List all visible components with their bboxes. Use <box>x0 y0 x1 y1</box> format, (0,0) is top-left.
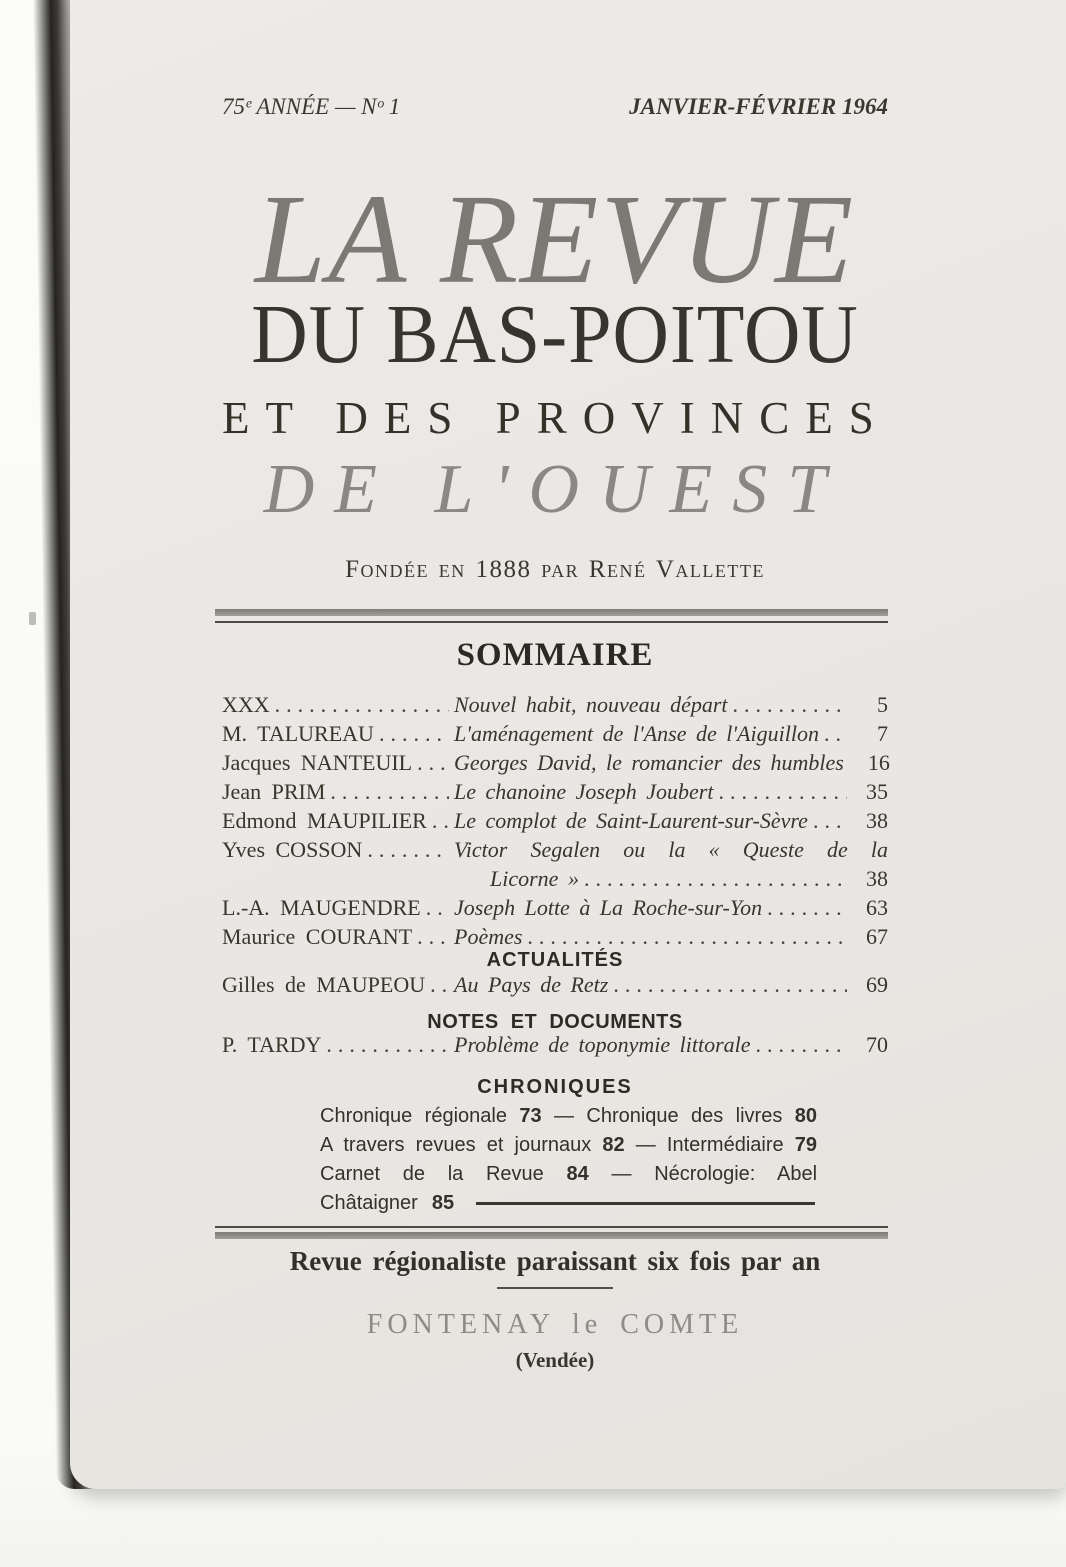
toc-row <box>222 777 888 806</box>
chronique-label: Chronique régionale <box>320 1105 507 1127</box>
toc-page-number: 35 <box>866 779 888 804</box>
chronique-label: Carnet de la Revue <box>320 1163 544 1185</box>
dot-leader <box>767 893 847 922</box>
chronique-label: A travers revues et journaux <box>320 1134 592 1156</box>
magazine-title-line4: DE L'OUEST <box>263 451 847 528</box>
toc-row <box>222 719 888 748</box>
toc-author-cell <box>222 748 454 777</box>
cover-content <box>222 0 888 1489</box>
chronique-page-number: 85 <box>431 1192 455 1214</box>
dot-leader <box>432 806 449 835</box>
toc-page-number: 38 <box>866 866 888 891</box>
chronique-line <box>320 1102 817 1131</box>
toc-author-name: L.-A. MAUGENDRE <box>222 895 421 920</box>
double-rule-bottom-thin <box>215 1226 888 1228</box>
toc-page-number: 67 <box>866 924 888 949</box>
chronique-line <box>320 1160 817 1189</box>
chronique-label: Abel <box>776 1163 818 1185</box>
toc-page-number: 69 <box>866 972 888 997</box>
toc-page-number: 63 <box>866 895 888 920</box>
dot-leader <box>367 835 449 864</box>
toc-row <box>222 748 888 777</box>
chronique-label: — <box>611 1163 632 1185</box>
toc-row <box>222 893 888 922</box>
dot-leader <box>756 1030 847 1059</box>
toc-title: Le chanoine Joseph Joubert <box>454 779 714 804</box>
dot-leader <box>379 719 449 748</box>
toc-author-name: Jean PRIM <box>222 779 326 804</box>
toc-row <box>222 922 888 951</box>
chronique-line <box>320 1131 817 1160</box>
toc-author-name: Edmond MAUPILIER <box>222 808 427 833</box>
scan-artifact <box>29 612 36 625</box>
chronique-trailing-rule <box>476 1202 815 1205</box>
dot-leader <box>330 777 449 806</box>
section-heading-chroniques: CHRONIQUES <box>477 1076 633 1098</box>
journal-cover-page <box>70 0 1066 1489</box>
toc-title: Nouvel habit, nouveau départ <box>454 692 728 717</box>
toc-title: Au Pays de Retz <box>454 972 609 997</box>
dot-leader <box>426 893 449 922</box>
toc-title: Problème de toponymie littorale <box>454 1032 751 1057</box>
toc-author-cell <box>222 835 454 864</box>
toc-author-cell <box>222 970 454 999</box>
section-heading-notes-documents: NOTES ET DOCUMENTS <box>427 1011 683 1033</box>
toc-author-cell <box>222 893 454 922</box>
chronique-page-number: 84 <box>566 1163 589 1185</box>
toc-title-line1: Victor Segalen ou la « Queste de la <box>454 837 888 862</box>
toc-page-number: 38 <box>866 808 888 833</box>
double-rule-bottom-thick <box>215 1232 888 1239</box>
toc-title: Poèmes <box>454 924 523 949</box>
dot-leader <box>417 748 449 777</box>
dot-leader <box>430 970 449 999</box>
notes-documents-entries <box>222 1030 888 1059</box>
toc-page-number: 5 <box>877 692 888 717</box>
dot-leader <box>527 922 847 951</box>
toc-row <box>222 970 888 999</box>
toc-author-cell <box>222 777 454 806</box>
toc-row <box>222 690 888 719</box>
section-heading-actualites: ACTUALITÉS <box>486 949 624 971</box>
chroniques-block <box>320 1102 817 1218</box>
chronique-page-number: 73 <box>519 1105 542 1127</box>
dot-leader <box>275 690 449 719</box>
toc-author-name: Maurice COURANT <box>222 924 413 949</box>
chronique-label: Châtaigner <box>320 1192 418 1214</box>
toc-author-name: P. TARDY <box>222 1032 322 1057</box>
chronique-page-number: 80 <box>794 1105 817 1127</box>
issue-number: 75ᵉ ANNÉE — Nᵒ 1 <box>222 94 401 119</box>
chronique-label: Intermédiaire <box>666 1134 784 1156</box>
double-rule-top-thick <box>215 609 888 616</box>
toc-author-cell <box>222 922 454 951</box>
actualites-entries <box>222 970 888 999</box>
toc-author-name: XXX <box>222 692 270 717</box>
double-rule-top-thin <box>215 621 888 623</box>
founded-line: Fondée en 1888 par René Vallette <box>345 556 765 583</box>
dot-leader <box>718 777 847 806</box>
chronique-page-number: 79 <box>794 1134 817 1156</box>
tagline: Revue régionaliste paraissant six fois par an <box>289 1246 821 1276</box>
toc-row <box>222 835 888 893</box>
dot-leader <box>584 864 847 893</box>
toc-title-block <box>454 835 888 893</box>
toc-page-number: 70 <box>866 1032 888 1057</box>
toc-title: L'aménagement de l'Anse de l'Aiguillon <box>454 721 819 746</box>
toc-author-cell <box>222 719 454 748</box>
chronique-label: — <box>635 1134 656 1156</box>
chronique-line <box>320 1189 817 1218</box>
chronique-label: Chronique des livres <box>586 1105 783 1127</box>
toc-row <box>222 806 888 835</box>
toc-author-name: Gilles de MAUPEOU <box>222 972 426 997</box>
toc-page-number: 7 <box>877 721 888 746</box>
magazine-title-line2: DU BAS-POITOU <box>251 288 859 381</box>
toc-title: Georges David, le romancier des humbles <box>454 750 844 775</box>
magazine-title-line3: ET DES PROVINCES <box>222 393 890 443</box>
toc-title: Joseph Lotte à La Roche-sur-Yon <box>454 895 763 920</box>
toc-author-cell <box>222 690 454 719</box>
toc-title-line2 <box>454 864 888 893</box>
indent <box>454 864 490 893</box>
dot-leader <box>613 970 847 999</box>
tagline-rule <box>497 1287 613 1289</box>
issue-date: JANVIER-FÉVRIER 1964 <box>629 94 888 119</box>
table-of-contents <box>222 690 888 951</box>
publication-city: FONTENAY le COMTE <box>366 1309 744 1340</box>
publication-department: (Vendée) <box>515 1348 595 1372</box>
dot-leader <box>813 806 847 835</box>
toc-row <box>222 1030 888 1059</box>
chronique-label: Nécrologie: <box>654 1163 756 1185</box>
issue-header <box>222 94 888 120</box>
dot-leader <box>733 690 847 719</box>
toc-author-name: Yves COSSON <box>222 837 363 862</box>
toc-author-cell <box>222 1030 454 1059</box>
chronique-page-number: 82 <box>602 1134 625 1156</box>
dot-leader <box>326 1030 449 1059</box>
toc-author-name: Jacques NANTEUIL <box>222 750 413 775</box>
dot-leader <box>417 922 449 951</box>
sommaire-heading: SOMMAIRE <box>456 637 654 673</box>
toc-title: Le complot de Saint-Laurent-sur-Sèvre <box>454 808 808 833</box>
toc-author-cell <box>222 806 454 835</box>
toc-title: Licorne » <box>490 866 579 891</box>
magazine-title-line1: LA REVUE <box>254 168 856 310</box>
toc-page-number: 16 <box>867 750 890 775</box>
chronique-label: — <box>553 1105 574 1127</box>
toc-author-name: M. TALUREAU <box>222 721 374 746</box>
dot-leader <box>824 719 847 748</box>
